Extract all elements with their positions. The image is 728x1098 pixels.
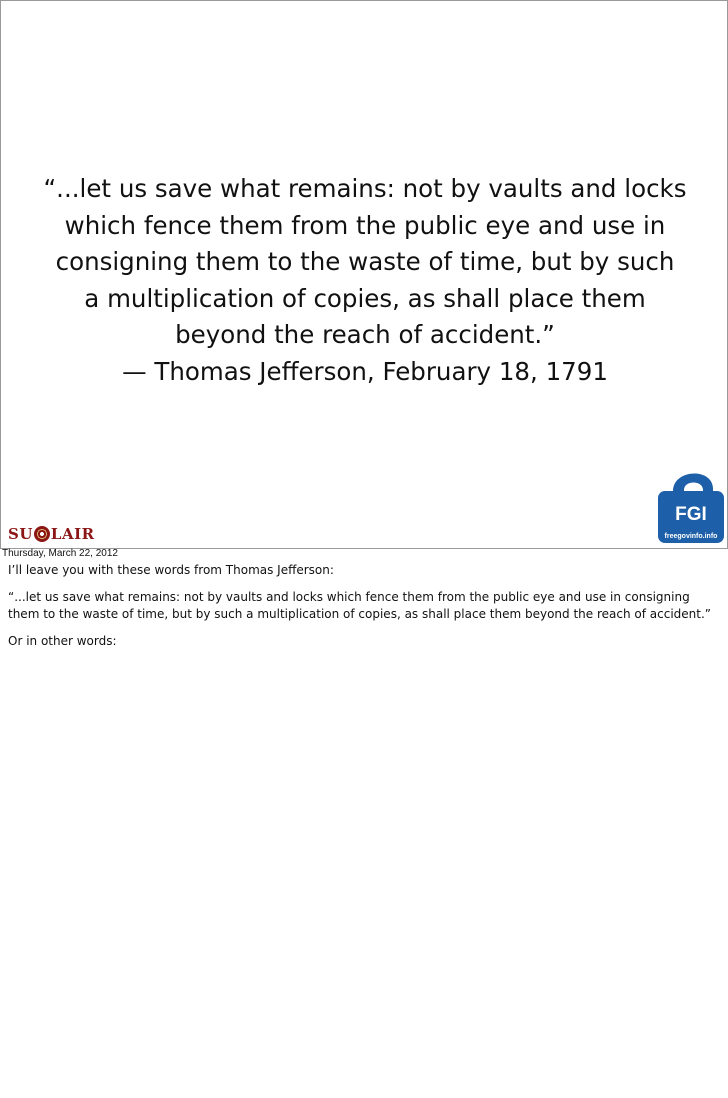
notes-date: Thursday, March 22, 2012 [2, 548, 118, 559]
notes-intro: I’ll leave you with these words from Thomas Jefferson: [8, 563, 334, 577]
logo-text-su: SU [8, 525, 33, 543]
fgi-logo-url: freegovinfo.info [664, 533, 718, 540]
seal-icon [34, 526, 50, 542]
sulair-logo [8, 524, 95, 544]
quote-line: a multiplication of copies, as shall place them [84, 283, 646, 313]
quote-line: consigning them to the waste of time, but by such [55, 247, 675, 276]
notes-closing: Or in other words: [8, 634, 117, 648]
fgi-logo-text: FGI [675, 504, 707, 525]
notes-quote: “...let us save what remains: not by vaults and locks which fence them from the public eye and use in consigning them to the waste of time, but by such a multiplication of copies, as shall place them beyond the reach of accident.” [8, 590, 711, 621]
quote-line: “...let us save what remains: not by vaults and locks [43, 174, 687, 203]
quote-line: beyond the reach of accident.” [175, 320, 555, 349]
fgi-logo [655, 461, 727, 547]
quote-attribution: — Thomas Jefferson, February 18, 1791 [122, 356, 608, 386]
speaker-notes [8, 562, 723, 660]
logo-text-lair: LAIR [50, 525, 95, 543]
quote-line: which fence them from the public eye and use in [64, 210, 666, 240]
slide-quote [21, 171, 709, 390]
